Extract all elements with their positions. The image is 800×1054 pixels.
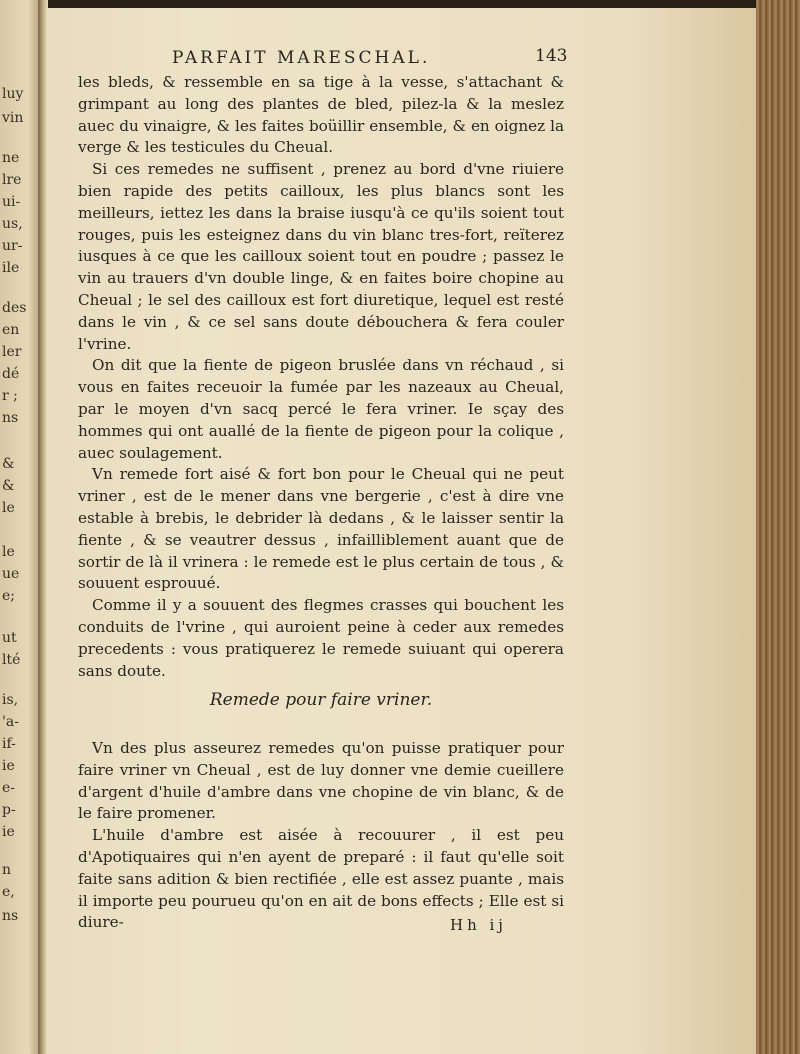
left-page-text-fragment: ile [2, 260, 20, 276]
left-page-text-fragment: le [2, 544, 15, 560]
left-page-text-fragment: ui- [2, 194, 21, 210]
left-page-text-fragment: ns [2, 410, 19, 426]
body-text-2 [78, 738, 564, 934]
left-page-text-fragment: 'a- [2, 714, 19, 730]
left-page-text-fragment: des [2, 300, 27, 316]
top-shadow [0, 0, 800, 8]
left-page-text-fragment: lre [2, 172, 22, 188]
left-page-text-fragment: ne [2, 150, 20, 166]
body-text [78, 72, 564, 682]
left-page-text-fragment: vin [2, 110, 24, 126]
left-page-text-fragment: le [2, 500, 15, 516]
page-number: 143 [535, 46, 568, 66]
left-page-text-fragment: ur- [2, 238, 23, 254]
left-page-text-fragment: e, [2, 884, 15, 900]
left-page-text-fragment: p- [2, 802, 16, 818]
left-page-text-fragment: e; [2, 588, 16, 604]
left-page-text-fragment: us, [2, 216, 23, 232]
running-head: PARFAIT MARESCHAL. [172, 48, 431, 68]
left-page-text-fragment: if- [2, 736, 16, 752]
paragraph: On dit que la fiente de pigeon bruslée dans vn réchaud , si vous en faites receuoir la fumée par les nazeaux au Cheual, par le moyen d'vn sacq percé le fera vriner. Ie sçay des hommes qui ont auallé de la fiente de pigeon pour la colique , auec soulagement. [78, 356, 564, 462]
left-page-text-fragment: ue [2, 566, 20, 582]
paragraph: les bleds, & ressemble en sa tige à la vesse, s'attachant & grimpant au long des plantes de bled, pilez-la & la meslez auec du vinaigre, & les faites boüillir ensemble, & en oignez la verge & les testicules du Cheual. [78, 73, 564, 157]
left-page-text-fragment: ler [2, 344, 22, 360]
left-page-text-fragment: en [2, 322, 20, 338]
left-page-text-fragment: n [2, 862, 12, 878]
left-page-text-fragment: luy [2, 86, 24, 102]
section-heading: Remede pour faire vriner. [209, 690, 433, 710]
page-edges-stack [756, 0, 800, 1054]
left-page-text-fragment: & [2, 478, 15, 494]
left-page-edge [0, 0, 40, 1054]
left-page-text-fragment: r ; [2, 388, 18, 404]
paragraph: Vn remede fort aisé & fort bon pour le Cheual qui ne peut vriner , est de le mener dans vne bergerie , c'est à dire vne estable à brebis, le debrider là dedans , & le laisser sentir la fiente , & se veautrer dessus , infailliblement auant que de sortir de là il vrinera : le remede est le plus certain de tous , & souuent esprouué. [78, 465, 564, 593]
left-page-text-fragment: ut [2, 630, 17, 646]
paragraph: Vn des plus asseurez remedes qu'on puisse pratiquer pour faire vriner vn Cheual , est de luy donner vne demie cueillere d'argent d'huile d'ambre dans vne chopine de vin blanc, & de le faire promener. [78, 739, 564, 823]
left-page-text-fragment: dé [2, 366, 20, 382]
signature-mark: Hh ij [450, 916, 507, 934]
left-page-text-fragment: ns [2, 908, 19, 924]
left-page-text-fragment: & [2, 456, 15, 472]
left-page-text-fragment: is, [2, 692, 19, 708]
left-page-text-fragment: e- [2, 780, 16, 796]
left-page-text-fragment: ie [2, 758, 15, 774]
left-page-text-fragment: ie [2, 824, 15, 840]
paragraph: L'huile d'ambre est aisée à recouurer , il est peu d'Apotiquaires qui n'en ayent de preparé : il faut qu'elle soit faite sans adition & bien rectifiée , elle est assez puante , mais il importe peu pourueu qu'on en ait de bons effects ; Elle est si diure- [78, 826, 564, 932]
paragraph: Comme il y a souuent des flegmes crasses qui bouchent les conduits de l'vrine , qui auroient peine à ceder aux remedes precedents : vous pratiquerez le remede suiuant qui operera sans doute. [78, 596, 564, 680]
paragraph: Si ces remedes ne suffisent , prenez au bord d'vne riuiere bien rapide des petits cailloux, les plus blancs sont les meilleurs, iettez les dans la braise iusqu'à ce qu'ils soient tout rouges, puis les esteignez dans du vin blanc tres-fort, reïterez iusques à ce que les cailloux soient tout en poudre ; passez le vin au trauers d'vn double linge, & en faites boire chopine au Cheual ; le sel des cailloux est fort diuretique, lequel est resté dans le vin , & ce sel sans doute débouchera & fera couler l'vrine. [78, 160, 564, 353]
left-page-text-fragment: lté [2, 652, 21, 668]
